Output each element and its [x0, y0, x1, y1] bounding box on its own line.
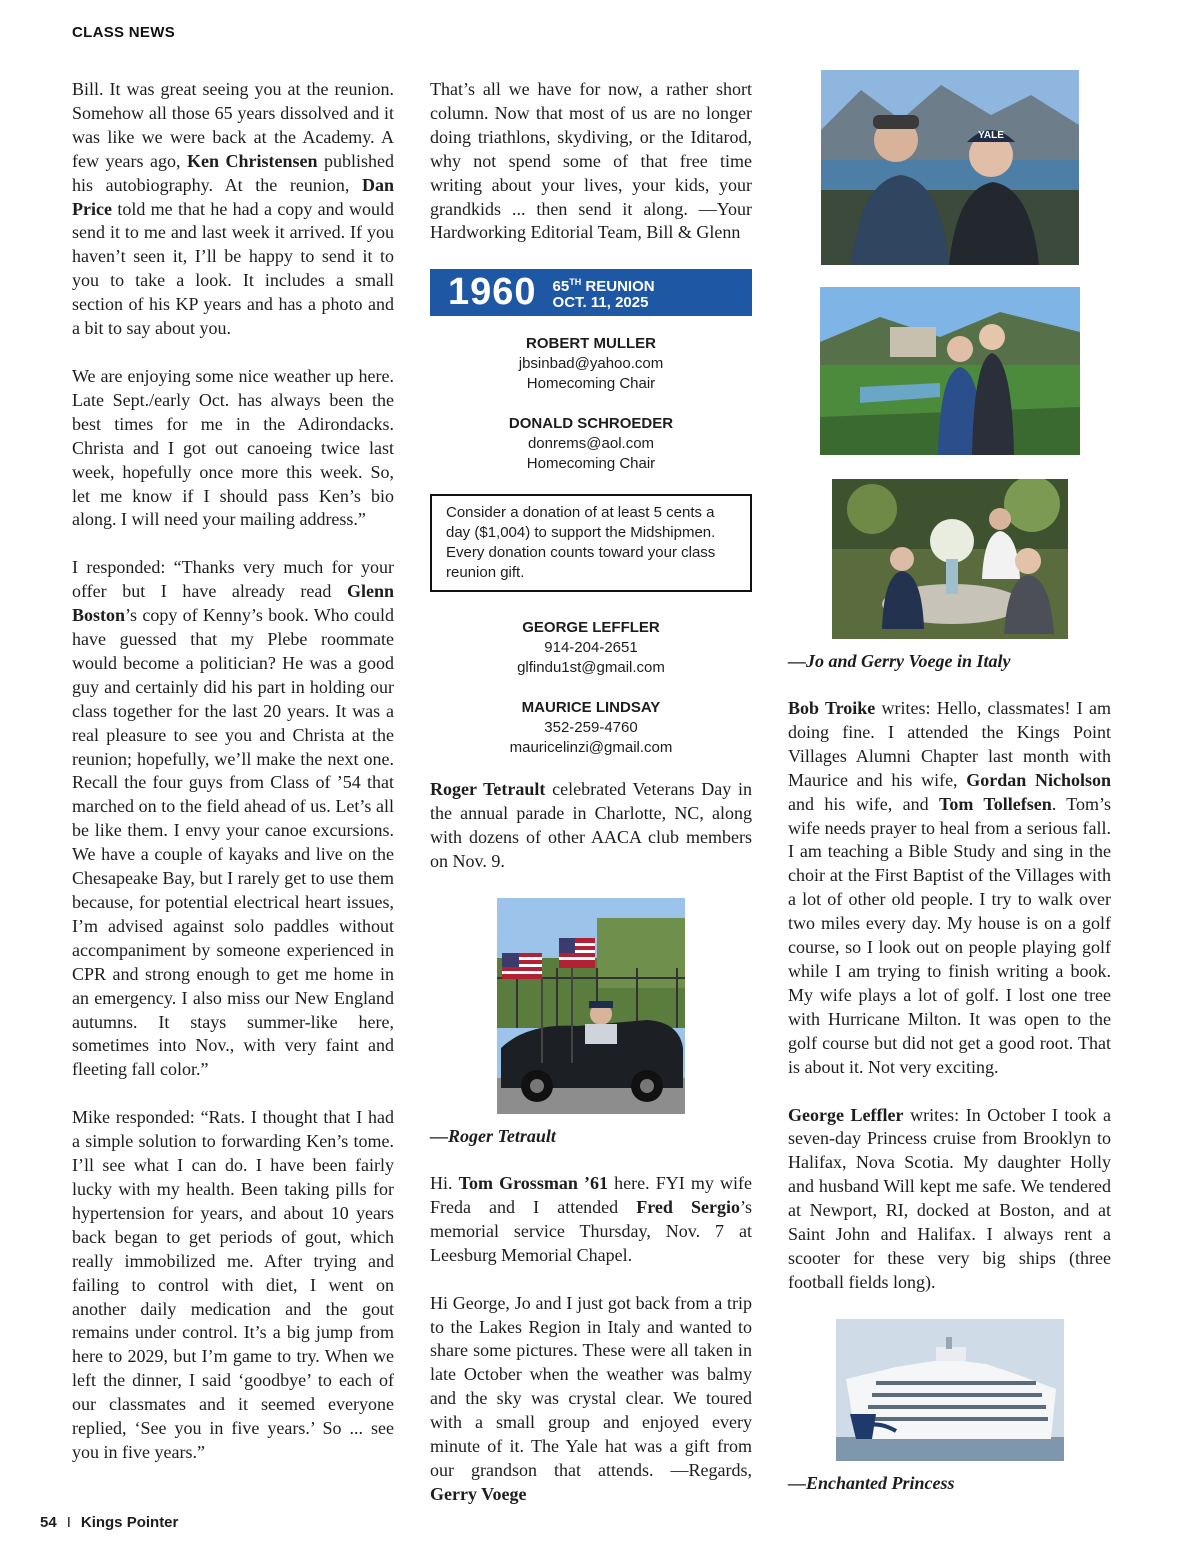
section-header: CLASS NEWS — [72, 24, 176, 41]
publication-title: Kings Pointer — [80, 1514, 179, 1531]
photo-convertible-parade — [497, 898, 685, 1114]
paragraph-tom-grossman: Hi. Tom Grossman ’61 here. FYI my wife Freda and I attended Fred Sergio’s memorial service Thursday, Nov. 7 at Leesburg Memorial Chapel. — [430, 1172, 753, 1265]
name-glenn-boston: Glenn Boston — [72, 581, 394, 626]
page-number: 54 — [40, 1514, 57, 1531]
name-dan-price: Dan Price — [72, 174, 394, 219]
phone-number: 914-204-2651 — [544, 639, 638, 657]
page-footer: 54 I Kings Pointer — [40, 1514, 179, 1531]
paragraph-bill-reunion: Bill. It was great seeing you at the reunion. Somehow all those 65 years dissolved and it was like we were back at the Academy. A few years ago, Ken Christensen published his autobiography. At the reunion, Dan Price told me that he had a copy and would send it to me and last week it arrived. If you haven’t seen it, I’ll be happy to send it to you to take a look. It includes a small section of his KP years and has a photo and a bit to say about you. — [72, 79, 394, 339]
email-link[interactable]: jbsinbad@yahoo.com — [518, 355, 664, 373]
caption-voege-italy: —Jo and Gerry Voege in Italy — [788, 651, 1011, 671]
paragraph-george-leffler: George Leffler writes: In October I took a seven-day Princess cruise from Brooklyn to Halifax, Nova Scotia. My daughter Holly and husband Will kept me safe. We tendered at Newport, RI, docked at Boston, and at Saint John and Halifax. I always rent a scooter for these very big ships (three football fields long). — [788, 1104, 1111, 1292]
contact-george-leffler: GEORGE LEFFLER 914-204-2651 glfindu1st@gmail.com — [430, 618, 752, 678]
paragraph-bob-troike: Bob Troike writes: Hello, classmates! I am doing fine. I attended the Kings Point Villages Alumni Chapter last month with Maurice and his wife, Gordan Nicholson and his wife, and Tom Tollefsen. Tom’s wife needs prayer to heal from a serious fall. I am teaching a Bible Study and sing in the choir at the First Baptist of the Villages with a lot of other old people. I try to walk over two miles every day. My house is on a golf course, so I look out on people playing golf while I am trying to finish writing a book. My wife plays a lot of golf. I lost one tree with Hurricane Milton. It was open to the golf course but did not get a good root. That is about it. Not very exciting. — [788, 698, 1112, 1077]
column-1 — [72, 78, 394, 1489]
hat-text: YALE — [977, 130, 1004, 141]
email-link[interactable]: mauricelinzi@gmail.com — [509, 739, 673, 757]
photo-couple-lake — [821, 70, 1079, 265]
caption-enchanted-princess: —Enchanted Princess — [788, 1472, 955, 1493]
banner-year: 1960 — [448, 271, 537, 314]
paragraph-thats-all: That’s all we have for now, a rather short column. Now that most of us are no longer doing triathlons, skydiving, or the Iditarod, why not spend some of that free time writing about your lives, your kids, your grandkids ... then send it along. —Your Hardworking Editorial Team, Bill & Glenn — [430, 79, 752, 243]
photo-couple-garden — [820, 287, 1080, 455]
photo-restaurant-table — [832, 479, 1068, 639]
donation-box: Consider a donation of at least 5 cents a day ($1,004) to support the Midshipmen. Every donation counts toward your class reunion gift. — [430, 494, 752, 592]
class-1960-banner — [430, 269, 752, 316]
paragraph-gerry-voege: Hi George, Jo and I just got back from a trip to the Lakes Region in Italy and wanted to share some pictures. These were all taken in late October when the weather was balmy and the sky was crystal clear. We toured with a small group and enjoyed every minute of it. The Yale hat was a gift from our grandson that attends. —Regards, Gerry Voege — [430, 1292, 752, 1504]
contact-donald-schroeder: DONALD SCHROEDER donrems@aol.com Homecoming Chair — [430, 414, 752, 474]
photo-cruise-ship — [836, 1319, 1064, 1461]
banner-reunion-info: 65TH REUNION OCT. 11, 2025 — [552, 277, 655, 312]
email-link[interactable]: glfindu1st@gmail.com — [517, 659, 665, 677]
column-3 — [788, 70, 1111, 1519]
phone-number: 352-259-4760 — [544, 719, 638, 737]
name-ken-christensen: Ken Christensen — [186, 150, 318, 171]
caption-roger-tetrault: —Roger Tetrault — [430, 1125, 556, 1146]
paragraph-roger-tetrault: Roger Tetrault celebrated Veterans Day in the annual parade in Charlotte, NC, along with dozens of other AACA club members on Nov. 9. — [430, 779, 752, 872]
paragraph-responded: I responded: “Thanks very much for your offer but I have already read Glenn Boston’s copy of Kenny’s book. Who could have guessed that my Plebe roommate would become a politician? He was a good guy and certainly did his part in holding our class together for the last 20 years. It was a real pleasure to see you and Christa at the reunion; hopefully, we’ll make the next one. Recall the four guys from Class of ’54 that marched on to the field ahead of us. Let’s all be like them. I envy your canoe excursions. We have a couple of kayaks and live on the Chesapeake Bay, but I rarely get to use them because, for potential electrical heart issues, I’m advised against solo paddles without accompaniment by someone experienced in CPR and strong enough to get me home in an emergency. I also miss our New England autumns. It stays summer-like here, sometimes into Nov., with very faint and fleeting fall color.” — [72, 557, 394, 1080]
column-2 — [430, 78, 752, 1531]
email-link[interactable]: donrems@aol.com — [527, 435, 655, 453]
contact-robert-muller: ROBERT MULLER jbsinbad@yahoo.com Homecoming Chair — [430, 334, 752, 394]
paragraph-mike-responded: Mike responded: “Rats. I thought that I had a simple solution to forwarding Ken’s tome. I’ll see what I can do. I have been fairly lucky with my health. Been taking pills for hypertension for years, and about 10 years back began to get periods of gout, which really immobilized me. After trying and failing to control with diet, I went on another daily medication and the gout remains under control. It’s a big jump from here to 2029, but I’m game to try. When we left the dinner, I said ‘goodbye’ to each of our classmates and it seemed everyone replied, ‘See you in five years.’ So ... see you in five years.” — [72, 1107, 394, 1462]
contact-maurice-lindsay: MAURICE LINDSAY 352-259-4760 mauricelinzi@gmail.com — [430, 698, 752, 758]
paragraph-weather: We are enjoying some nice weather up here. Late Sept./early Oct. has always been the best times for me in the Adirondacks. Christa and I got out canoeing twice last week, hopefully once more this week. So, let me know if I should pass Ken’s bio along. I will need your mailing address.” — [72, 365, 394, 530]
